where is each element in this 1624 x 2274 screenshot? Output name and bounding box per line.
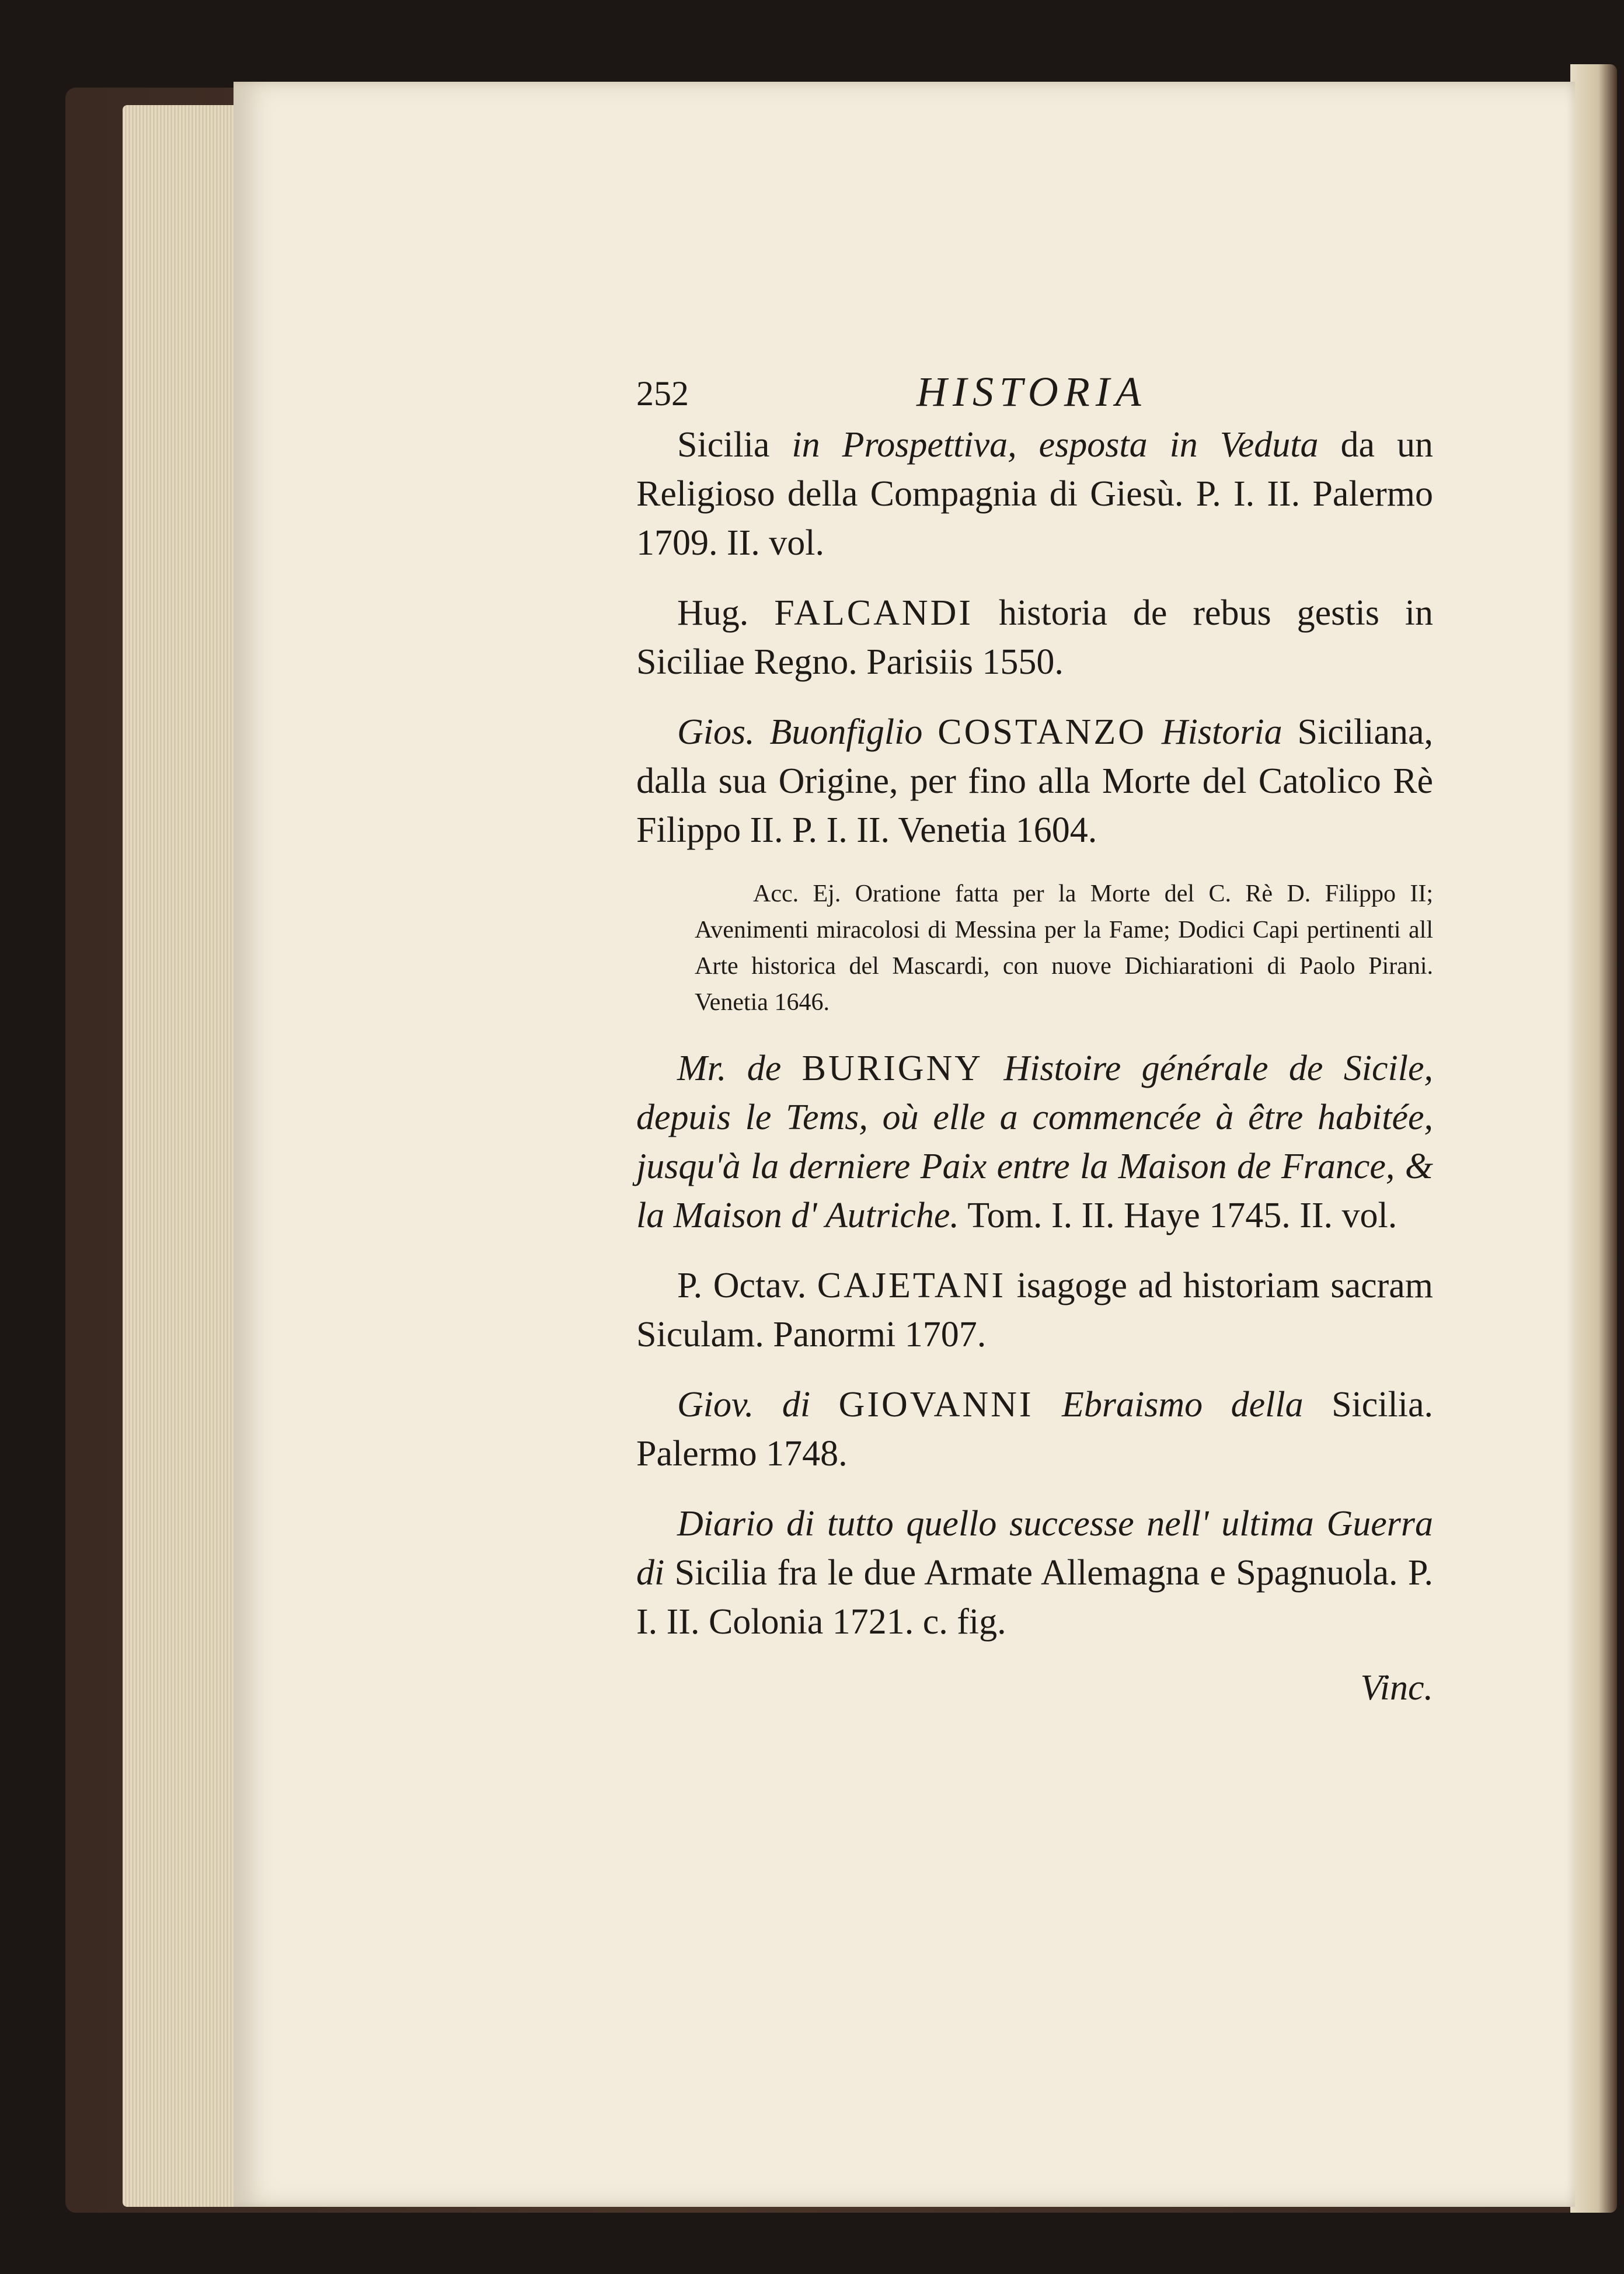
bibliography-entry: P. Octav. CAJETANI isagoge ad historiam sacram Siculam. Panormi 1707.	[636, 1266, 1433, 1354]
bibliography-entry: Giov. di GIOVANNI Ebraismo della Sicilia. Palermo 1748.	[636, 1385, 1433, 1474]
page-edges	[123, 105, 248, 2207]
facing-page-edge	[1570, 64, 1617, 2213]
bibliography-entry: Gios. Buonfiglio COSTANZO Historia Siciliana, dalla sua Origine, per fino alla Morte del Catolico Rè Filippo II. P. I. II. Venetia 1604.	[636, 712, 1433, 850]
catchword: Vinc.	[1360, 1668, 1433, 1708]
bibliography-entry: Hug. FALCANDI historia de rebus gestis in Siciliae Regno. Parisiis 1550.	[636, 593, 1433, 682]
bibliography-entry: Sicilia in Prospettiva, esposta in Veduta da un Religioso della Compagnia di Giesù. P. I. II. Palermo 1709. II. vol.	[636, 425, 1433, 563]
running-title: HISTORIA	[916, 368, 1147, 415]
page-text	[636, 368, 1433, 1709]
page-number: 252	[636, 374, 689, 413]
page-header	[636, 368, 1433, 420]
bibliography-entry: Mr. de BURIGNY Histoire générale de Sicile, depuis le Tems, où elle a commencée à être habitée, jusqu'à la derniere Paix entre la Maison de France, & la Maison d' Autriche. Tom. I. II. Haye 1745. II. vol.	[636, 1049, 1433, 1235]
bibliography-note: Acc. Ej. Oratione fatta per la Morte del C. Rè D. Filippo II; Avenimenti miracolosi di Messina per la Fame; Dodici Capi pertinenti all Arte historica del Mascardi, con nuove Dichiarationi di Paolo Pirani. Venetia 1646.	[695, 880, 1433, 1016]
bibliography-entry: Diario di tutto quello successe nell' ultima Guerra di Sicilia fra le due Armate Allemagna e Spagnuola. P. I. II. Colonia 1721. c. fig.	[636, 1504, 1433, 1642]
